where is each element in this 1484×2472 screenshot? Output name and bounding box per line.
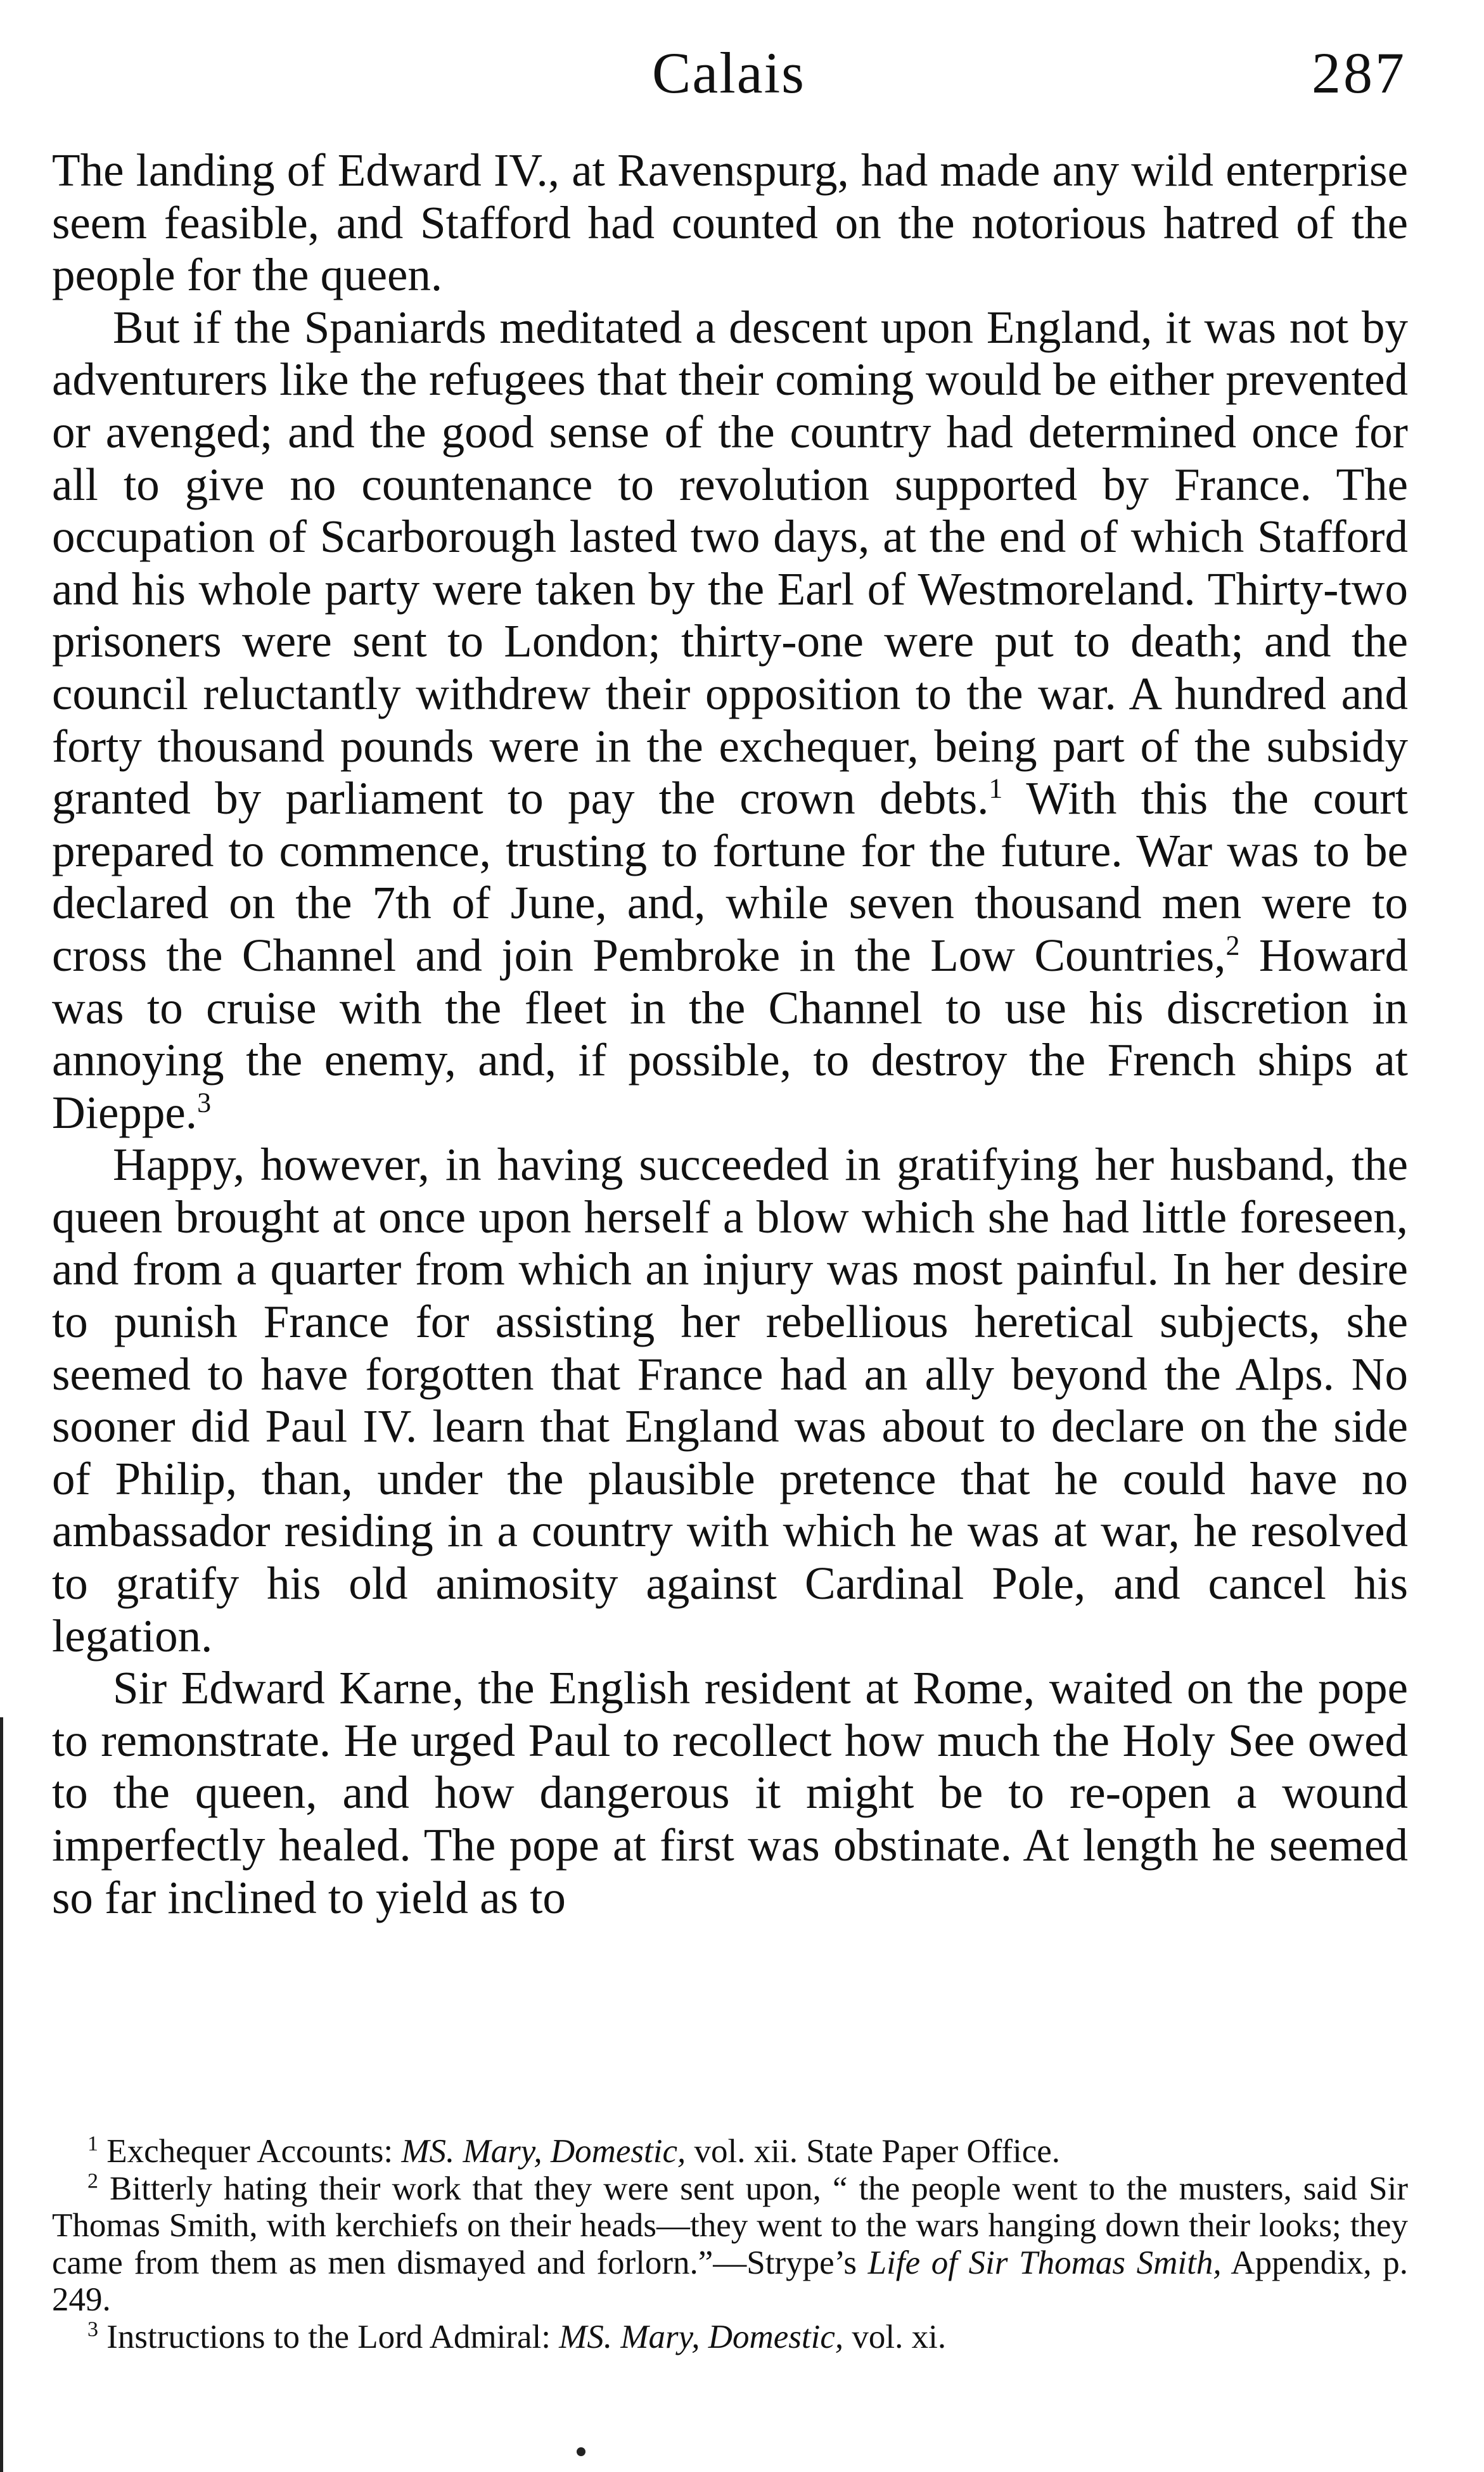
page-number: 287 — [1312, 41, 1407, 105]
paragraph-1 — [52, 144, 1408, 302]
footnote-2 — [52, 2170, 1408, 2319]
footnote-3-mark: 3 — [87, 2317, 98, 2341]
footnote-1-mark: 1 — [87, 2132, 98, 2156]
paragraph-1-text: The landing of Edward IV., at Ravenspurg, had made any wild enterprise seem feasible, and Stafford had counted on the notorious hatred of the people for the queen. — [52, 144, 1408, 301]
paragraph-2-text-b: With this the court prepared to commence, trusting to fortune for the future. War was to be declared on the 7th of June, and, while seven thousand men were to cross the Channel and join Pembroke in the Low Countries, — [52, 772, 1409, 981]
footnote-1 — [52, 2133, 1408, 2170]
footnote-ref-1: 1 — [988, 772, 1003, 804]
footnote-2-text-a: Bitterly hating their work that they were sent upon, “ the people went to the musters, said Sir Thomas Smith, with kerchiefs on their heads—they went to the wars hanging down their looks; they came from them as men dismayed and forlorn.”—Strype’s — [52, 2170, 1408, 2281]
running-header — [51, 38, 1407, 108]
footnote-3-text-a: Instructions to the Lord Admiral: — [98, 2318, 560, 2355]
paragraph-2-text-c: Howard was to cruise with the fleet in the Channel to use his discretion in annoying the enemy, and, if possible, to destroy the French ships at Dieppe. — [52, 929, 1408, 1138]
footnote-1-source: MS. Mary, Domestic, — [401, 2133, 686, 2170]
page-edge-rule — [0, 1717, 3, 2472]
paragraph-3-text: Happy, however, in having succeeded in gratifying her husband, the queen brought at once upon herself a blow which she had little foreseen, and from a quarter from which an injury was most painful. In her desire to punish France for assisting her rebellious heretical subjects, she seemed to have forgotten that France had an ally beyond the Alps. No sooner did Paul IV. learn that England was about to declare on the side of Philip, than, under the plausible pretence that he could have no ambassador residing in a country with which he was at war, he resolved to gratify his old animosity against Cardinal Pole, and cancel his legation. — [52, 1139, 1408, 1662]
footnote-ref-3: 3 — [197, 1087, 212, 1118]
footnote-3-text-b: vol. xi. — [843, 2318, 947, 2355]
footnote-ref-2: 2 — [1225, 930, 1240, 961]
paragraph-4-text: Sir Edward Karne, the English resident at Rome, waited on the pope to remonstrate. He urged Paul to recollect how much the Holy See owed to the queen, and how dangerous it might be to re-open a wound imperfectly healed. The pope at first was obstinate. At length he seemed so far inclined to yield as to — [52, 1662, 1408, 1923]
running-title: Calais — [652, 41, 805, 105]
main-text — [52, 144, 1408, 1924]
paragraph-2-text-a: But if the Spaniards meditated a descent upon England, it was not by adventurers like the refugees that their coming would be either prevented or avenged; and the good sense of the country had determined once for all to give no countenance to revolution supported by France. The occupation of Scarborough lasted two days, at the end of which Stafford and his whole party were taken by the Earl of Westmoreland. Thirty-two prisoners were sent to London; thirty-one were put to death; and the council reluctantly withdrew their opposition to the war. A hundred and forty thousand pounds were in the exchequer, being part of the subsidy granted by parliament to pay the crown debts. — [52, 301, 1408, 824]
footnote-2-mark: 2 — [87, 2168, 98, 2193]
footnotes — [52, 2133, 1408, 2355]
footnote-1-text-a: Exchequer Accounts: — [98, 2133, 402, 2170]
footnote-2-source: Life of Sir Thomas Smith, — [867, 2244, 1222, 2281]
footnote-1-text-b: vol. xii. State Paper Office. — [686, 2133, 1060, 2170]
paragraph-3 — [52, 1139, 1408, 1662]
footnote-3 — [52, 2319, 1408, 2356]
footnote-3-source: MS. Mary, Domestic, — [559, 2318, 844, 2355]
ink-dot — [577, 2447, 585, 2456]
footnote-2-text-b: Appendix, p. 249. — [52, 2244, 1408, 2318]
paragraph-2 — [52, 302, 1408, 1139]
paragraph-4 — [52, 1662, 1408, 1924]
